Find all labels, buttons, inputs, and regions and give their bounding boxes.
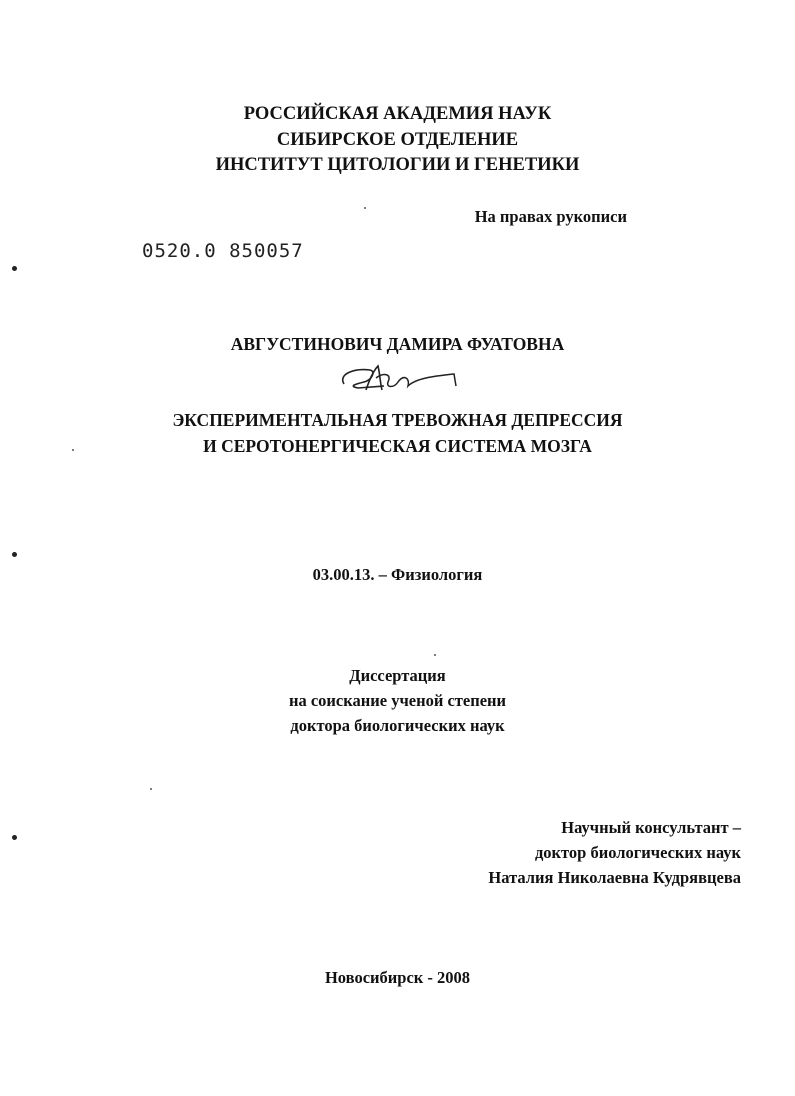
author-signature: [336, 360, 466, 402]
degree-type: Диссертация: [349, 666, 446, 685]
org-name-academy: РОССИЙСКАЯ АКАДЕМИЯ НАУК: [243, 104, 552, 124]
scan-speck: [364, 207, 366, 209]
consultant-degree: доктор биологических наук: [534, 843, 741, 862]
scan-speck: [72, 449, 74, 451]
manuscript-note: На правах рукописи: [474, 207, 627, 226]
degree-purpose: на соискание ученой степени: [288, 691, 507, 710]
consultant-name: Наталия Николаевна Кудрявцева: [488, 868, 741, 887]
binder-hole-mark: [12, 266, 17, 271]
org-name-institute: ИНСТИТУТ ЦИТОЛОГИИ И ГЕНЕТИКИ: [215, 155, 580, 175]
org-name-branch: СИБИРСКОЕ ОТДЕЛЕНИЕ: [276, 130, 519, 150]
place-year: Новосибирск - 2008: [324, 968, 471, 987]
consultant-role: Научный консультант –: [561, 818, 741, 837]
thesis-title-line1: ЭКСПЕРИМЕНТАЛЬНАЯ ТРЕВОЖНАЯ ДЕПРЕССИЯ: [172, 410, 623, 430]
binder-hole-mark: [12, 835, 17, 840]
author-name: АВГУСТИНОВИЧ ДАМИРА ФУАТОВНА: [230, 334, 565, 354]
specialty-code: 03.00.13. – Физиология: [312, 565, 483, 584]
thesis-title-line2: И СЕРОТОНЕРГИЧЕСКАЯ СИСТЕМА МОЗГА: [203, 436, 592, 456]
registration-stamp: 0520.0 850057: [142, 240, 304, 262]
binder-hole-mark: [12, 552, 17, 557]
scan-speck: [434, 654, 436, 656]
degree-field: доктора биологических наук: [290, 716, 505, 735]
scan-speck: [150, 788, 152, 790]
